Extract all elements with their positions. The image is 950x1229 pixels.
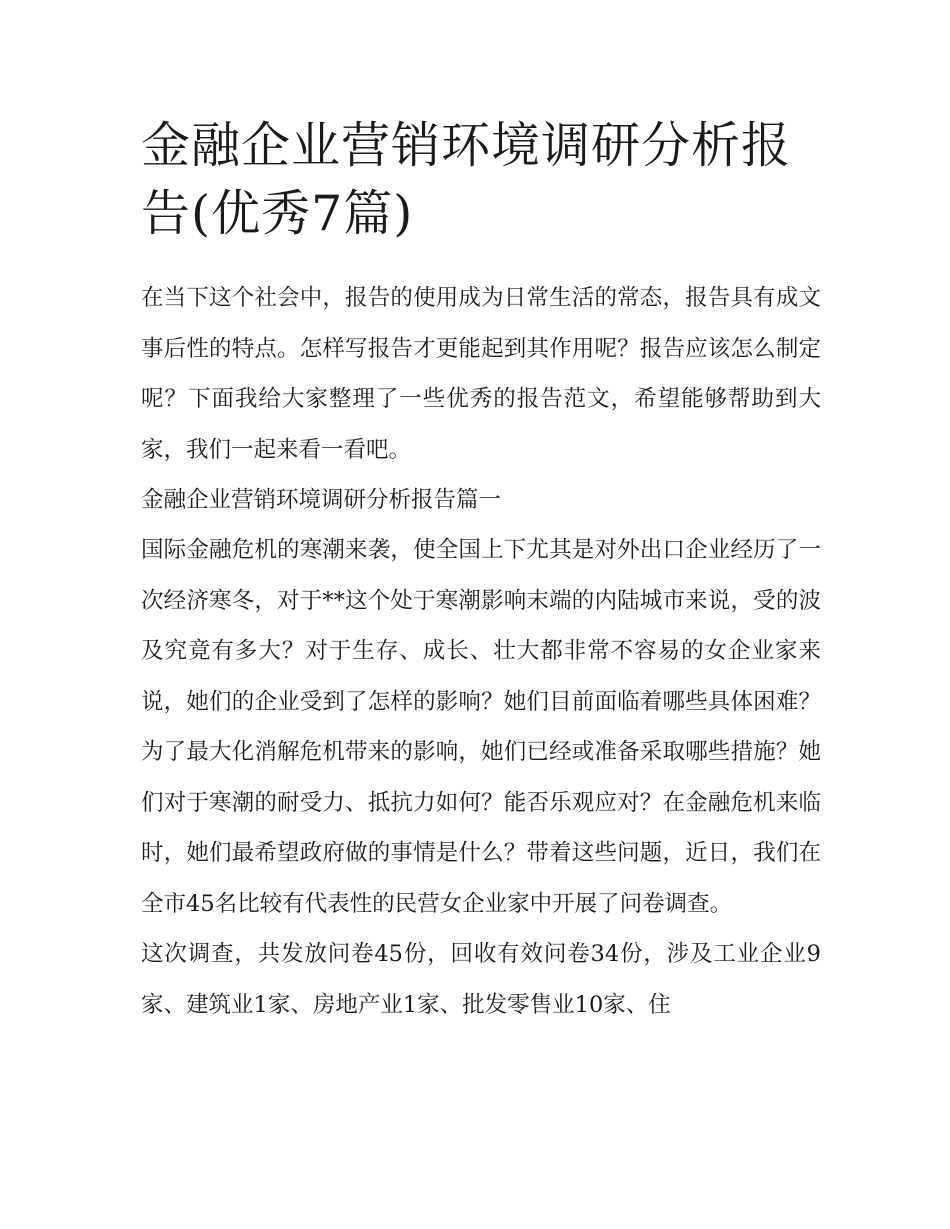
document-title: 金融企业营销环境调研分析报告(优秀7篇) (141, 117, 792, 242)
document-page (141, 112, 821, 1030)
body-paragraph-1: 国际金融危机的寒潮来袭，使全国上下尤其是对外出口企业经历了一次经济寒冬，对于**这个处于寒潮影响末端的内陆城市来说，受的波及究竟有多大？对于生存、成长、壮大都非常不容易的女企业家来说，她们的企业受到了怎样的影响？她们目前面临着哪些具体困难？为了最大化消解危机带来的影响，她们已经或准备采取哪些措施？她们对于寒潮的耐受力、抵抗力如何？能否乐观应对？在金融危机来临时，她们最希望政府做的事情是什么？带着这些问题，近日，我们在全市45名比较有代表性的民营女企业家中开展了问卷调查。 (141, 537, 821, 917)
intro-paragraph: 在当下这个社会中，报告的使用成为日常生活的常态，报告具有成文事后性的特点。怎样写报告才更能起到其作用呢？报告应该怎么制定呢？下面我给大家整理了一些优秀的报告范文，希望能够帮助到大家，我们一起来看一看吧。 (141, 285, 821, 463)
section-heading: 金融企业营销环境调研分析报告篇一 (141, 487, 502, 513)
body-paragraph-2: 这次调查，共发放问卷45份，回收有效问卷34份，涉及工业企业9家、建筑业1家、房地产业1家、批发零售业10家、住 (141, 941, 821, 1018)
